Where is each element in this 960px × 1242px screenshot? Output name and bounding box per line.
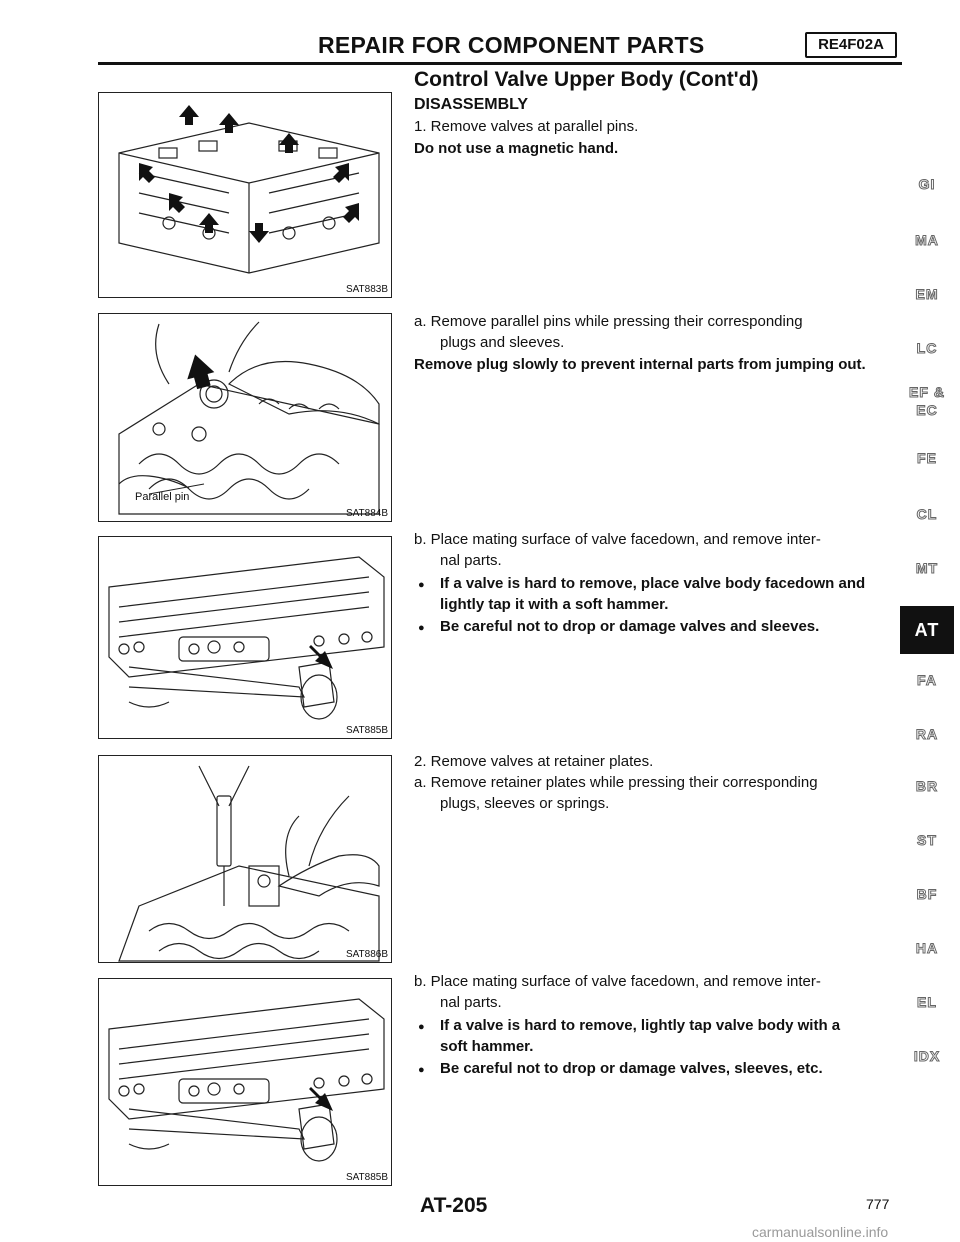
- figure-code: SAT885B: [345, 725, 388, 736]
- side-tab-ef[interactable]: EF &: [909, 384, 945, 400]
- step-1a-warning: Remove plug slowly to prevent internal parts from jumping out.: [414, 356, 866, 373]
- side-tab-cl[interactable]: CL: [916, 506, 938, 522]
- step-1b-line-1: b. Place mating surface of valve facedown, and remove inter-: [414, 531, 821, 548]
- side-tab-ma[interactable]: MA: [915, 232, 939, 248]
- side-tab-fe[interactable]: FE: [917, 450, 937, 466]
- side-tab-fa[interactable]: FA: [917, 672, 937, 688]
- soft-hammer-illustration: [99, 537, 391, 738]
- side-tab-idx[interactable]: IDX: [913, 1048, 941, 1064]
- page-code: AT-205: [420, 1194, 488, 1217]
- step-2b-bullet-1-line-2: soft hammer.: [440, 1038, 534, 1055]
- disassembly-heading: DISASSEMBLY: [414, 96, 529, 113]
- step-1b-bullet-1-line-2: lightly tap it with a soft hammer.: [440, 596, 669, 613]
- side-tab-ha[interactable]: HA: [915, 940, 939, 956]
- header-rule: [98, 62, 902, 65]
- figure-parallel-pin: [98, 313, 392, 522]
- side-tab-lc[interactable]: LC: [916, 340, 938, 356]
- step-1b-line-2: nal parts.: [440, 552, 502, 569]
- watermark[interactable]: carmanualsonline.info: [752, 1224, 889, 1240]
- figure-soft-hammer-2: [98, 978, 392, 1186]
- figure-retainer-plate: [98, 755, 392, 963]
- side-tab-em[interactable]: EM: [915, 286, 939, 302]
- step-2-text: 2. Remove valves at retainer plates.: [414, 753, 654, 770]
- parallel-pin-illustration: [99, 314, 391, 521]
- step-2b-bullet-1-line-1: ● If a valve is hard to remove, lightly tap valve body with a: [440, 1016, 840, 1036]
- step-2a-line-2: plugs, sleeves or springs.: [440, 795, 610, 812]
- step-1a-line-2: plugs and sleeves.: [440, 334, 565, 351]
- side-tab-at-active[interactable]: AT: [900, 606, 954, 654]
- soft-hammer-illustration-2: [99, 979, 391, 1185]
- step-1-warning: Do not use a magnetic hand.: [414, 140, 619, 157]
- page-header-title: REPAIR FOR COMPONENT PARTS: [318, 32, 705, 58]
- figure-code: SAT885B: [345, 1172, 388, 1183]
- side-tab-el[interactable]: EL: [917, 994, 937, 1010]
- step-1b-bullet-1-line-1: ● If a valve is hard to remove, place valve body facedown and: [440, 574, 865, 594]
- retainer-plate-illustration: [99, 756, 391, 962]
- parallel-pin-callout: Parallel pin: [135, 491, 190, 503]
- side-tab-mt[interactable]: MT: [915, 560, 939, 576]
- side-tab-st[interactable]: ST: [917, 832, 937, 848]
- section-title: Control Valve Upper Body (Cont'd): [414, 68, 759, 91]
- step-1a-line-1: a. Remove parallel pins while pressing their corresponding: [414, 313, 803, 330]
- side-tab-br[interactable]: BR: [915, 778, 939, 794]
- step-2b-line-1: b. Place mating surface of valve facedown, and remove inter-: [414, 973, 821, 990]
- page-number: 777: [866, 1196, 890, 1212]
- step-1-text: 1. Remove valves at parallel pins.: [414, 118, 639, 135]
- side-tab-ec[interactable]: EC: [916, 402, 938, 418]
- step-2b-bullet-2: ● Be careful not to drop or damage valves, sleeves, etc.: [440, 1059, 823, 1079]
- side-tab-gi[interactable]: GI: [918, 176, 936, 192]
- side-tab-ra[interactable]: RA: [915, 726, 939, 742]
- model-badge: RE4F02A: [805, 32, 897, 58]
- figure-code: SAT884B: [345, 508, 388, 519]
- step-2a-line-1: a. Remove retainer plates while pressing their corresponding: [414, 774, 818, 791]
- step-2b-line-2: nal parts.: [440, 994, 502, 1011]
- valve-body-illustration: [99, 93, 391, 297]
- step-1b-bullet-2: ● Be careful not to drop or damage valves and sleeves.: [440, 617, 819, 637]
- figure-code: SAT883B: [345, 284, 388, 295]
- figure-soft-hammer: [98, 536, 392, 739]
- figure-code: SAT886B: [345, 949, 388, 960]
- side-tab-bf[interactable]: BF: [916, 886, 938, 902]
- figure-valve-body-arrows: [98, 92, 392, 298]
